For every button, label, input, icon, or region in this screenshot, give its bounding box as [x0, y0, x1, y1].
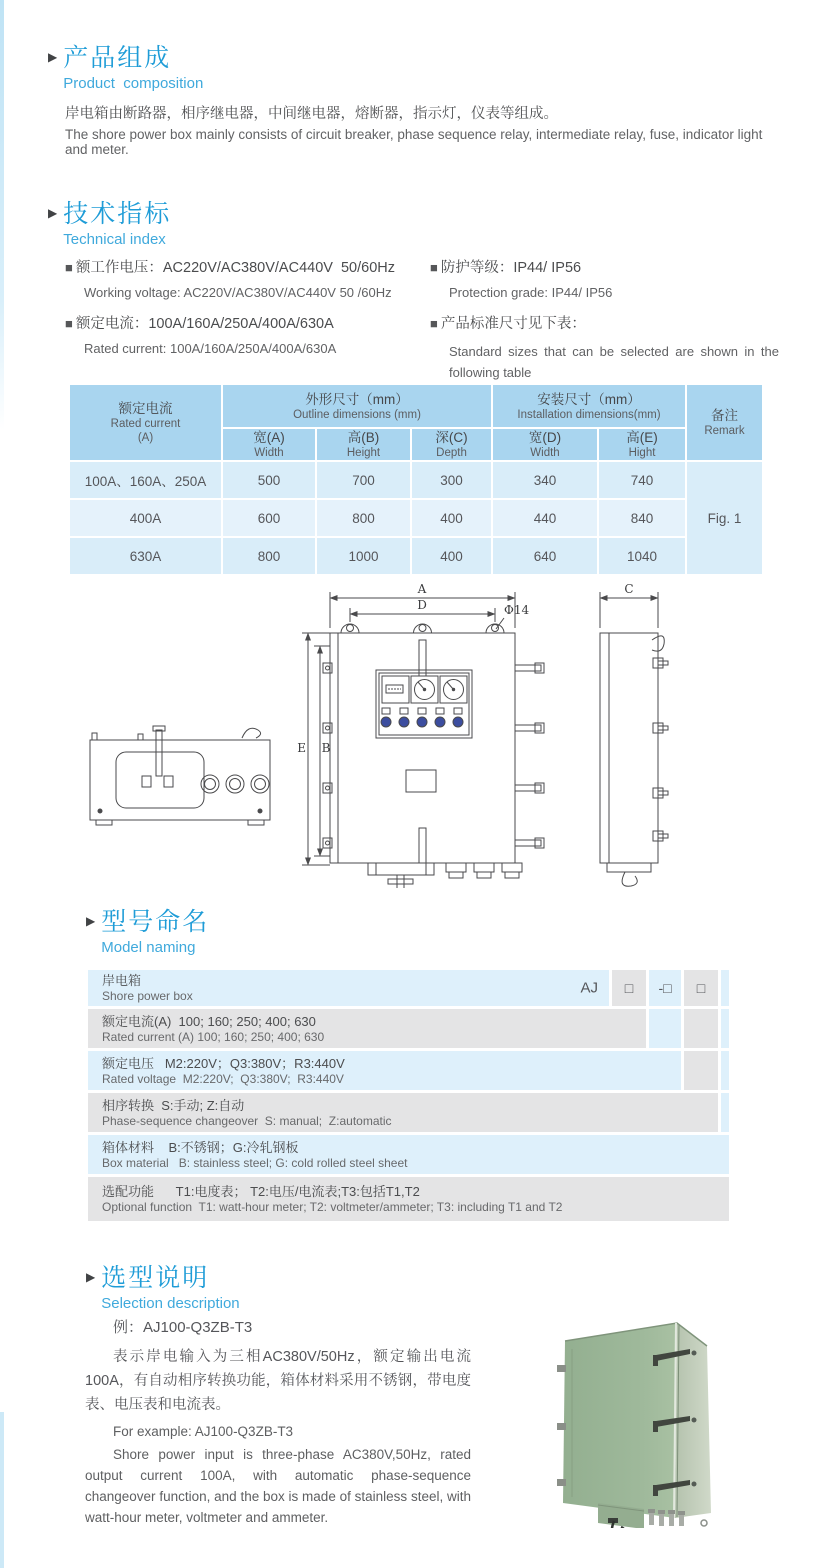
remark-value: Fig. 1 — [686, 461, 763, 575]
page-title: 产品组成 — [63, 44, 172, 72]
example-model-en: For example: AJ100-Q3ZB-T3 — [113, 1424, 294, 1439]
section-title: 技术指标 — [63, 200, 172, 228]
composition-body-en: The shore power box mainly consists of circuit breaker, phase sequence relay, intermediate relay, fuse, indicator light and meter. — [65, 127, 763, 157]
section-subtitle: Model naming — [101, 939, 196, 956]
indicator-lamps — [381, 708, 463, 727]
dim-label-dia: Φ14 — [504, 603, 530, 617]
naming-stripe — [684, 1009, 718, 1048]
section-arrow-icon: ▶ — [86, 1270, 96, 1284]
dim-label-b: B — [321, 741, 331, 755]
spec-rated-current: ■ 额定电流：100A/160A/250A/400A/630A Rated current: 100A/160A/250A/400A/630A — [65, 316, 337, 356]
table-subheader-row: 宽(A) Width 高(B) Height 深(C) Depth 宽(D) Width 高(E) Hight — [69, 428, 763, 461]
naming-row-shore-power-box: 岸电箱 Shore power box AJ □ -□ □ — [88, 970, 729, 1006]
model-prefix: AJ — [580, 979, 598, 997]
section-arrow-icon: ▶ — [48, 206, 58, 220]
table-row: 400A 600 800 400 440 840 — [69, 499, 763, 537]
section-title: 选型说明 — [101, 1264, 210, 1292]
selection-paragraph-en: Shore power input is three-phase AC380V,50Hz, rated output current 100A, with automatic phase-sequence changeover function, and the box is made of stainless steel, with watt-hour meter, voltmeter and ammeter. — [85, 1447, 471, 1525]
spec-standard-sizes: ■ 产品标准尺寸见下表： Standard sizes that can be selected are shown in the following table — [430, 316, 779, 380]
naming-stripe — [721, 1093, 729, 1132]
naming-row-optional-function: 选配功能 T1:电度表； T2:电压/电流表;T3:包括T1,T2 Optional function T1: watt-hour meter; T2: voltmeter/ammeter; T3: including T1 and T2 — [88, 1177, 729, 1221]
dim-label-c: C — [624, 582, 634, 596]
spec-bullet-icon: ■ — [430, 260, 438, 275]
page-edge-decoration-top — [0, 0, 4, 430]
naming-stripe — [721, 1051, 729, 1090]
header-outline-dimensions: 外形尺寸（mm） Outline dimensions (mm) — [222, 384, 492, 428]
section-title: 型号命名 — [101, 908, 210, 936]
naming-row-rated-current: 额定电流(A) 100; 160; 250; 400; 630 Rated current (A) 100; 160; 250; 400; 630 — [88, 1009, 729, 1048]
table-header-row — [69, 384, 763, 428]
section-arrow-icon: ▶ — [48, 50, 58, 64]
naming-row-rated-voltage: 额定电压 M2:220V；Q3:380V；R3:440V Rated voltage M2:220V; Q3:380V; R3:440V — [88, 1051, 729, 1090]
dimension-table — [68, 383, 764, 576]
section-model-naming — [86, 908, 209, 956]
model-naming-table — [88, 970, 729, 1221]
spec-protection-grade: ■ 防护等级：IP44/ IP56 Protection grade: IP44/ IP56 — [430, 260, 613, 300]
model-code-box-3: □ — [684, 970, 718, 1006]
selection-paragraph-cn: 表示岸电输入为三相AC380V/50Hz，额定输出电流100A，有自动相序转换功能，箱体材料采用不锈钢，带电度表、电压表和电流表。 — [85, 1349, 471, 1413]
example-model-cn: 例：AJ100-Q3ZB-T3 — [113, 1319, 253, 1336]
header-remark: 备注 Remark — [686, 384, 763, 461]
section-arrow-icon: ▶ — [86, 914, 96, 928]
table-row: 630A 800 1000 400 640 1040 — [69, 537, 763, 575]
header-rated-current: 额定电流 Rated current (A) — [69, 384, 222, 461]
dim-label-e: E — [297, 741, 306, 755]
selection-text-block — [85, 1316, 471, 1528]
section-subtitle: Selection description — [101, 1295, 240, 1312]
naming-stripe — [649, 1009, 681, 1048]
section-technical-index — [48, 200, 171, 248]
naming-stripe — [721, 970, 729, 1006]
composition-body-cn: 岸电箱由断路器，相序继电器，中间继电器，熔断器，指示灯，仪表等组成。 — [65, 106, 558, 122]
spec-column-left — [65, 256, 425, 368]
naming-row-phase-changeover: 相序转换 S:手动; Z:自动 Phase-sequence changeover S: manual; Z:automatic — [88, 1093, 729, 1132]
spec-bullet-icon: ■ — [65, 316, 73, 331]
page-subtitle: Product composition — [63, 75, 204, 92]
model-code-box-1: □ — [612, 970, 646, 1006]
technical-drawing-figure — [80, 578, 700, 888]
section-subtitle: Technical index — [63, 231, 166, 248]
spec-bullet-icon: ■ — [430, 316, 438, 331]
naming-stripe — [721, 1009, 729, 1048]
spec-working-voltage: ■ 额工作电压：AC220V/AC380V/AC440V 50/60Hz Working voltage: AC220V/AC380V/AC440V 50 /60Hz — [65, 260, 396, 300]
section-selection-description — [86, 1264, 240, 1312]
table-row: 100A、160A、250A 500 700 300 340 740 Fig. 1 — [69, 461, 763, 499]
page-edge-decoration-bottom — [0, 1412, 4, 1568]
header-installation-dimensions: 安装尺寸（mm） Installation dimensions(mm) — [492, 384, 686, 428]
naming-stripe — [684, 1051, 718, 1090]
product-photo — [556, 1313, 716, 1528]
spec-column-right — [430, 256, 780, 395]
section-product-composition — [48, 44, 203, 92]
dim-label-d: D — [417, 598, 427, 612]
model-code-box-2: -□ — [649, 970, 681, 1006]
dim-label-a: A — [417, 582, 427, 596]
naming-row-box-material: 箱体材料 B:不锈钢；G:冷轧钢板 Box material B: stainless steel; G: cold rolled steel sheet — [88, 1135, 729, 1174]
spec-bullet-icon: ■ — [65, 260, 73, 275]
